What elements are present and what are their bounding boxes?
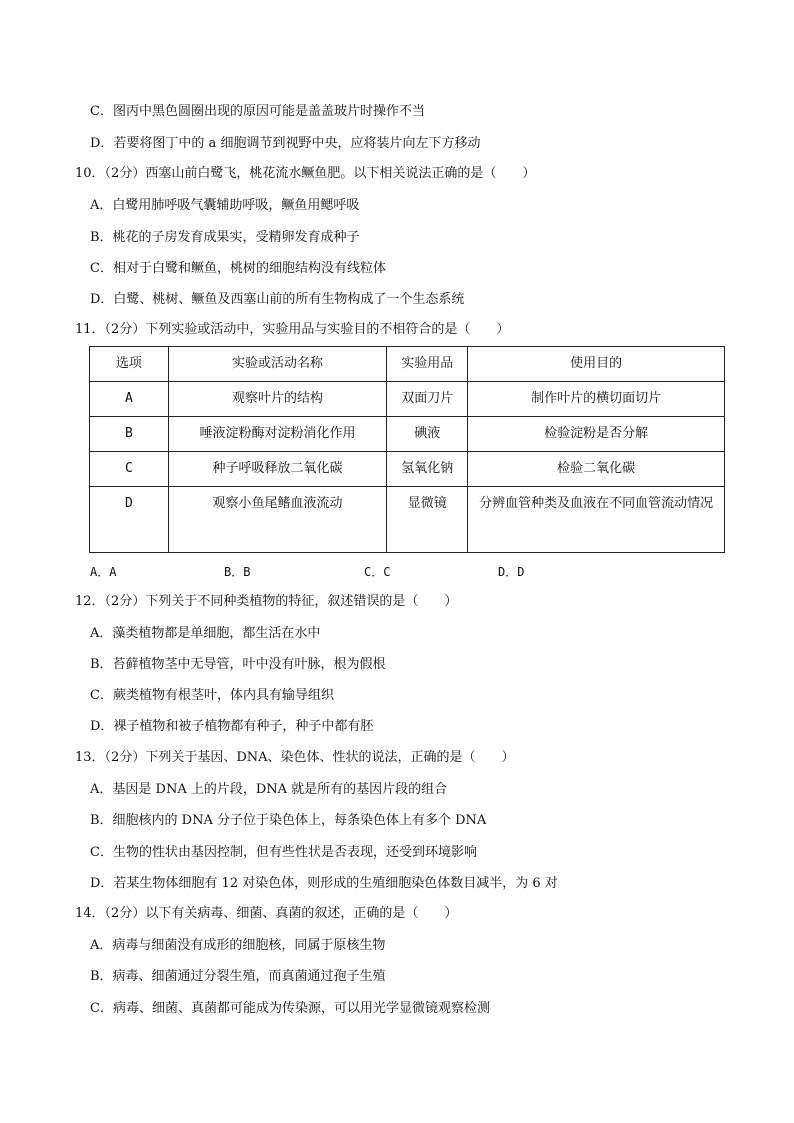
q9-option-c: C．图丙中黑色圆圈出现的原因可能是盖盖玻片时操作不当: [90, 104, 425, 119]
table-row: [90, 382, 725, 417]
table-cell: 显微镜: [387, 487, 468, 553]
table-cell: 碘液: [387, 417, 468, 452]
q13-option-b: B．细胞核内的 DNA 分子位于染色体上，每条染色体上有多个 DNA: [90, 813, 487, 828]
q12-stem: 12．（2分）下列关于不同种类植物的特征，叙述错误的是（ ）: [75, 594, 458, 609]
table-cell: 唾液淀粉酶对淀粉消化作用: [168, 417, 386, 452]
table-cell: 制作叶片的横切面切片: [468, 382, 725, 417]
table-header-cell: 实验或活动名称: [168, 347, 386, 382]
q10-option-b: B．桃花的子房发育成果实，受精卵发育成种子: [90, 230, 360, 245]
q9-option-d: D．若要将图丁中的 a 细胞调节到视野中央，应将装片向左下方移动: [90, 136, 481, 151]
table-header-cell: 使用目的: [468, 347, 725, 382]
q14-option-a: A．病毒与细菌没有成形的细胞核，同属于原核生物: [90, 938, 386, 953]
table-header-cell: 实验用品: [387, 347, 468, 382]
q11-table: [89, 346, 725, 553]
table-cell: 双面刀片: [387, 382, 468, 417]
table-header-cell: 选项: [90, 347, 169, 382]
table-row: [90, 487, 725, 553]
table-row: [90, 417, 725, 452]
table-cell: A: [90, 382, 169, 417]
table-row: [90, 452, 725, 487]
q14-stem: 14．（2分）以下有关病毒、细菌、真菌的叙述，正确的是（ ）: [75, 906, 458, 921]
q13-option-a: A．基因是 DNA 上的片段，DNA 就是所有的基因片段的组合: [90, 782, 448, 797]
table-cell: B: [90, 417, 169, 452]
table-cell: 检验淀粉是否分解: [468, 417, 725, 452]
q11-stem: 11．（2分）下列实验或活动中，实验用品与实验目的不相符合的是（ ）: [75, 322, 510, 337]
table-cell: 观察叶片的结构: [168, 382, 386, 417]
q10-option-d: D．白鹭、桃树、鳜鱼及西塞山前的所有生物构成了一个生态系统: [90, 292, 465, 307]
table-cell: 检验二氧化碳: [468, 452, 725, 487]
q10-stem: 10．（2分）西塞山前白鹭飞，桃花流水鳜鱼肥。以下相关说法正确的是（ ）: [75, 166, 536, 181]
table-cell: 种子呼吸释放二氧化碳: [168, 452, 386, 487]
q11-answer-a: A．A: [90, 565, 117, 579]
q13-option-c: C．生物的性状由基因控制，但有些性状是否表现，还受到环境影响: [90, 845, 477, 860]
q12-option-b: B．苔藓植物茎中无导管，叶中没有叶脉，根为假根: [90, 657, 386, 672]
q14-option-c: C．病毒、细菌、真菌都可能成为传染源，可以用光学显微镜观察检测: [90, 1001, 490, 1016]
table-header-row: [90, 347, 725, 382]
q12-option-c: C．蕨类植物有根茎叶，体内具有输导组织: [90, 688, 334, 703]
q14-option-b: B．病毒、细菌通过分裂生殖，而真菌通过孢子生殖: [90, 969, 386, 984]
q11-answer-c: C．C: [364, 565, 391, 579]
table-cell: 观察小鱼尾鳍血液流动: [168, 487, 386, 553]
q12-option-a: A．藻类植物都是单细胞，都生活在水中: [90, 626, 321, 641]
q13-option-d: D．若某生物体细胞有 12 对染色体，则形成的生殖细胞染色体数目减半，为 6 对: [90, 876, 558, 891]
q10-option-c: C．相对于白鹭和鳜鱼，桃树的细胞结构没有线粒体: [90, 261, 386, 276]
q13-stem: 13．（2分）下列关于基因、DNA、染色体、性状的说法，正确的是（ ）: [75, 750, 515, 765]
table-cell: 氢氧化钠: [387, 452, 468, 487]
table-cell: 分辨血管种类及血液在不同血管流动情况: [468, 487, 725, 553]
table-cell: D: [90, 487, 169, 553]
table-cell: C: [90, 452, 169, 487]
q12-option-d: D．裸子植物和被子植物都有种子，种子中都有胚: [90, 719, 374, 734]
q11-answer-d: D．D: [498, 565, 525, 579]
q11-answer-b: B．B: [224, 565, 251, 579]
q10-option-a: A．白鹭用肺呼吸气囊辅助呼吸，鳜鱼用鳃呼吸: [90, 198, 360, 213]
